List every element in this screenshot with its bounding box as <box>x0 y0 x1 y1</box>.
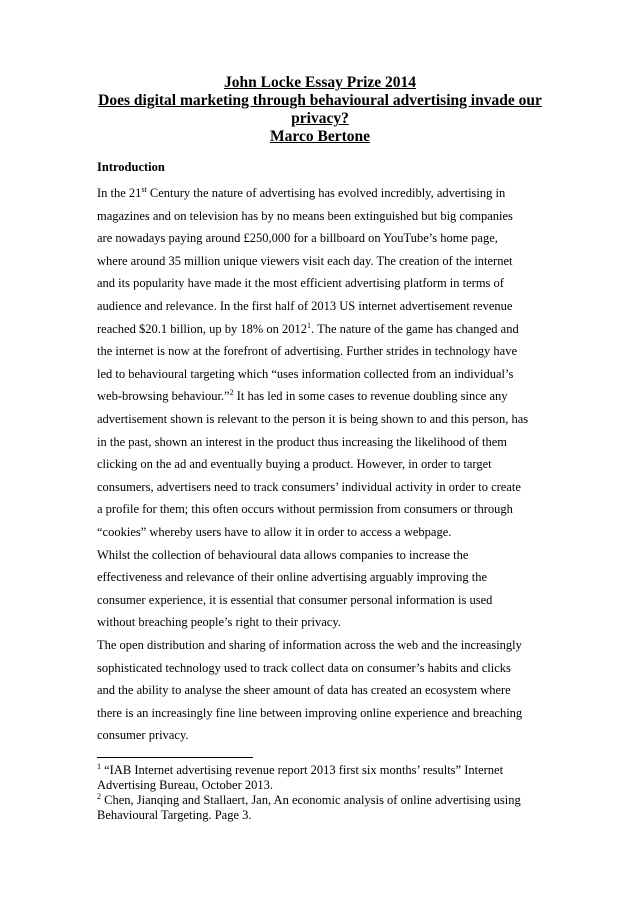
author-name: Marco Bertone <box>270 128 370 145</box>
paragraph-2 <box>97 544 557 634</box>
paragraph-line: magazines and on television has by no means been extinguished but big companies <box>97 208 513 223</box>
text-run: It has led in some cases to revenue doubling since any <box>233 389 508 404</box>
paragraph-line: there is an increasingly fine line between improving online experience and breaching <box>97 705 523 720</box>
footnote-text: “IAB Internet advertising revenue report 2013 first six months’ results” Internet <box>101 763 504 777</box>
footnote-number-1: 1 <box>97 761 101 771</box>
footnote-2-line <box>97 793 557 808</box>
paragraph-line <box>97 385 557 408</box>
paragraph-line <box>97 182 557 205</box>
paragraph-line: consumer experience, it is essential that consumer personal information is used <box>97 592 493 607</box>
footnote-text: Chen, Jianqing and Stallaert, Jan, An economic analysis of online advertising using <box>101 793 521 807</box>
paragraph-line: consumer privacy. <box>97 728 189 743</box>
paragraph-line: where around 35 million unique viewers visit each day. The creation of the internet <box>97 253 513 268</box>
paragraph-line: consumers, advertisers need to track consumers’ individual activity in order to create <box>97 479 521 494</box>
text-run: web-browsing behaviour.” <box>97 389 230 404</box>
paragraph-line: and the ability to analyse the sheer amount of data has created an ecosystem where <box>97 683 511 698</box>
paragraph-1 <box>97 182 557 544</box>
text-run: reached $20.1 billion, up by 18% on 2012 <box>97 321 308 336</box>
title-block <box>90 74 550 146</box>
title-line-3: privacy? <box>291 110 349 127</box>
paragraph-line: are nowadays paying around £250,000 for a billboard on YouTube’s home page, <box>97 231 498 246</box>
text-run: In the 21 <box>97 186 142 200</box>
paragraph-line: effectiveness and relevance of their online advertising arguably improving the <box>97 570 488 585</box>
text-run: Century the nature of advertising has evolved incredibly, advertising in <box>146 186 506 200</box>
title-line-2: Does digital marketing through behavioural advertising invade our <box>98 92 542 109</box>
footnote-ref-2: 2 <box>229 388 234 398</box>
paragraph-line: led to behavioural targeting which “uses information collected from an individual’s <box>97 366 514 381</box>
paragraph-line: audience and relevance. In the first half of 2013 US internet advertisement revenue <box>97 298 513 313</box>
footnotes <box>97 763 557 823</box>
paragraph-line: the internet is now at the forefront of advertising. Further strides in technology have <box>97 344 518 359</box>
ordinal-superscript: st <box>141 184 147 194</box>
section-heading: Introduction <box>97 160 165 174</box>
footnote-2-line: Behavioural Targeting. Page 3. <box>97 808 252 822</box>
paragraph-3 <box>97 634 557 747</box>
paragraph-line: “cookies” whereby users have to allow it in order to access a webpage. <box>97 524 452 539</box>
footnote-number-2: 2 <box>97 791 101 801</box>
paragraph-line: in the past, shown an interest in the product thus increasing the likelihood of them <box>97 434 507 449</box>
title-line-1: John Locke Essay Prize 2014 <box>223 74 417 91</box>
paragraph-line: clicking on the ad and eventually buying a product. However, in order to target <box>97 457 492 472</box>
paragraph-line: Whilst the collection of behavioural data allows companies to increase the <box>97 547 469 562</box>
footnote-1-line: Advertising Bureau, October 2013. <box>97 778 274 792</box>
paragraph-line: a profile for them; this often occurs without permission from consumers or through <box>97 502 513 517</box>
paragraph-line: sophisticated technology used to track collect data on consumer’s habits and clicks <box>97 660 511 675</box>
paragraph-line: advertisement shown is relevant to the person it is being shown to and this person, has <box>97 411 529 426</box>
footnote-divider <box>97 757 253 758</box>
paragraph-line: and its popularity have made it the most efficient advertising platform in terms of <box>97 276 504 291</box>
paragraph-line: without breaching people’s right to their privacy. <box>97 615 341 630</box>
text-run: . The nature of the game has changed and <box>311 321 519 336</box>
paragraph-line <box>97 318 557 341</box>
footnote-ref-1: 1 <box>307 320 312 330</box>
footnote-1-line <box>97 763 557 778</box>
paragraph-line: The open distribution and sharing of information across the web and the increasingly <box>97 638 522 652</box>
